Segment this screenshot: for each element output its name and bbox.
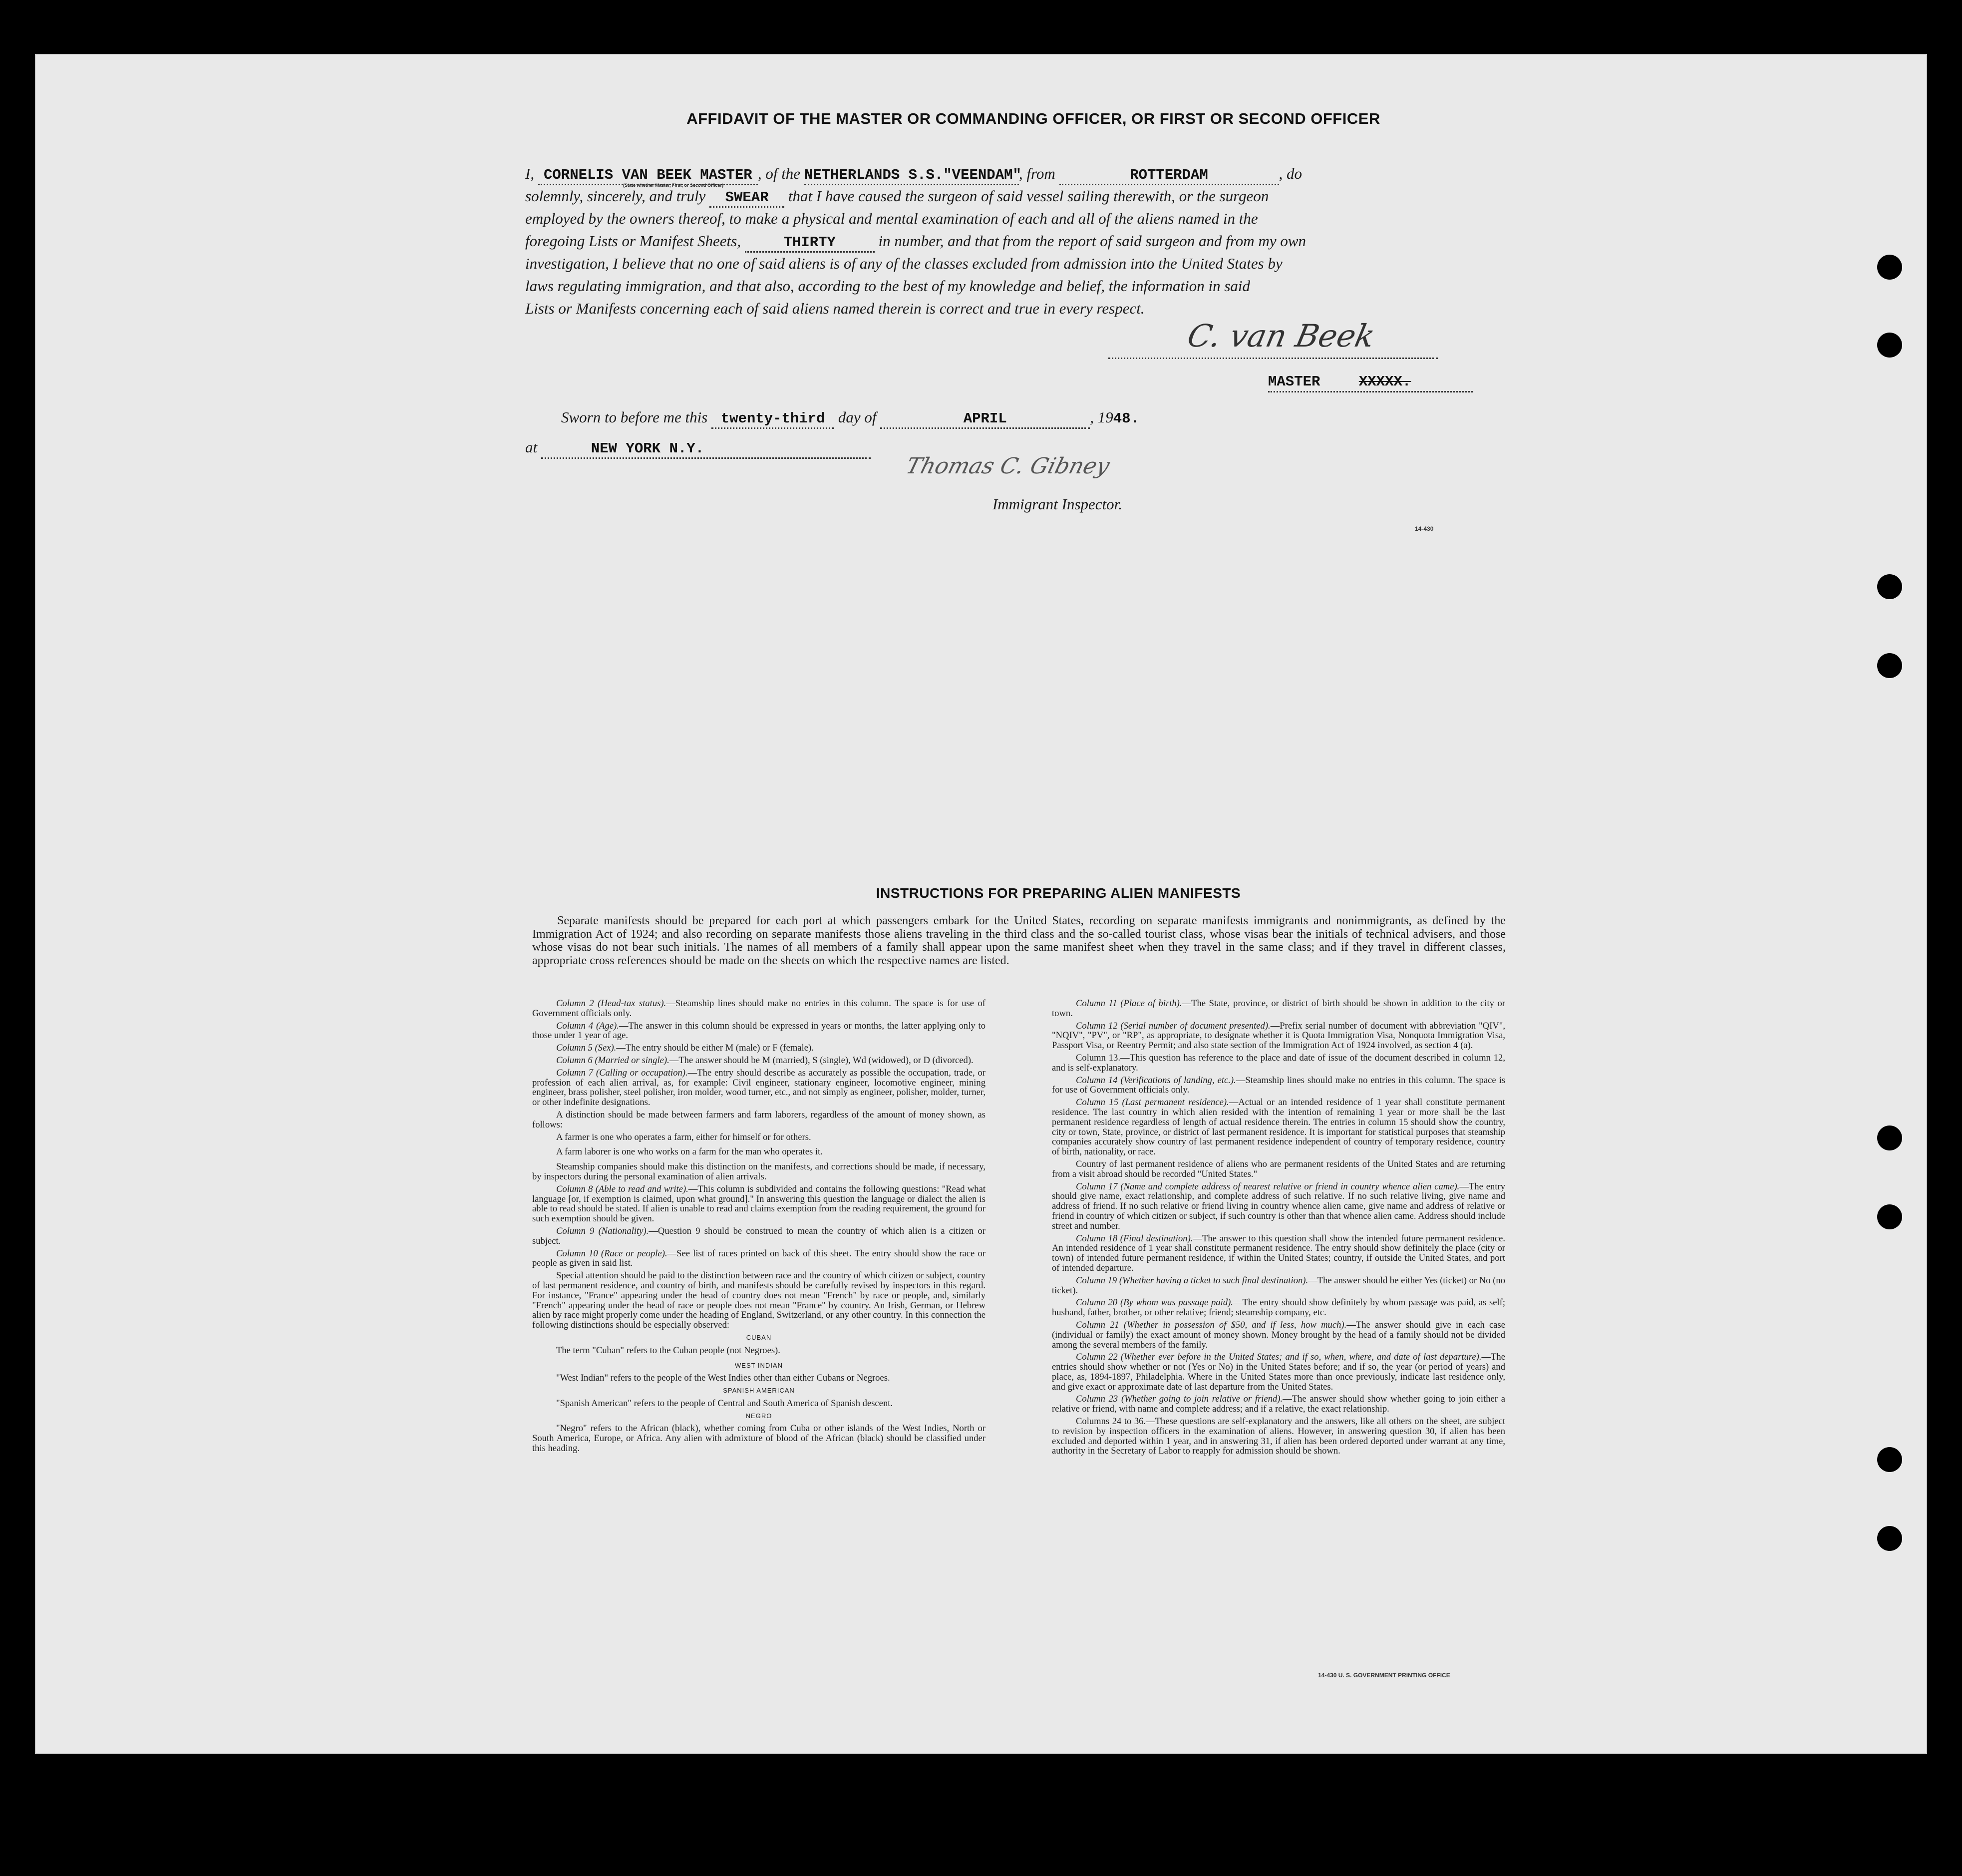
affidavit-line-2: solemnly, sincerely, and truly SWEAR that I have caused the surgeon of said vessel sailing therewith, or the surgeon [525,185,1504,208]
instructions-intro: Separate manifests should be prepared for each port at which passengers embark for the United States, recording on separate manifests immigrants and nonimmigrants, as defined by the Immigration Act of 1924; and also recording on separate manifests those aliens traveling in the third class and the so-called tourist class, whose visas bear the initials of technical advisers, and those whose visas do not bear such initials. The names of all members of a family shall appear upon the same manifest sheet when they travel in the same class; and if they travel in different classes, appropriate cross references should be made on the sheets on which the respective names are listed. [532,914,1506,967]
instruction-cuban: The term "Cuban" refers to the Cuban people (not Negroes). [556,1345,780,1356]
instruction-steamship: Steamship companies should make this distinction on the manifests, and corrections should be made, if necessary, by inspectors during the personal examination of alien arrivals. [532,1161,985,1182]
heading-west-indian: WEST INDIAN [735,1361,783,1369]
manifest-page [35,54,1927,1754]
instruction-column-21: Column 21 (Whether in possession of $50, and if less, how much).—The answer should give in each case (individual or family) the exact amount of money shown. Money brought by the head of a family should not be divided among the several members of the family. [1052,1319,1505,1350]
affidavit-line-3: employed by the owners thereof, to make a physical and mental examination of each and all of the aliens named in the [525,210,1258,227]
instruction-column-22: Column 22 (Whether ever before in the United States; and if so, when, where, and date of last departure).—The entries should show whether or not (Yes or No) in the United States before; and if so, the year (or period of years) and place, as, 1894-1897, Philadelphia. Where in the United States more than once previously, indicate last residence only, and give exact or approximate date of last departure from the United States. [1052,1352,1505,1392]
instruction-column-14: Column 14 (Verifications of landing, etc.).—Steamship lines should make no entries in this column. The space is for use of Government officials only. [1052,1075,1505,1096]
instruction-special-attention: Special attention should be paid to the distinction between race and the country of which citizen or subject, country of last permanent residence, and country of birth, and manifests should be carefully revised by inspectors in this regard. For instance, "France" appearing under the head of country does not mean "French" by race or people, and, similarly "French" appearing under the head of race or people does not mean "France" by country. An Irish, German, or Hebrew alien by race might properly come under the heading of England, Switzerland, or any other country. In this connection the following distinctions should be especially observed: [532,1270,985,1331]
title-line [1268,391,1473,392]
instruction-column-15-us: Country of last permanent residence of aliens who are permanent residents of the United States and are returning from a visit abroad should be recorded "United States." [1052,1158,1505,1179]
instruction-column-4: Column 4 (Age).—The answer in this column should be expressed in years or months, the latter applying only to those under 1 year of age. [532,1020,985,1041]
affidavit-line-5: investigation, I believe that no one of said aliens is of any of the classes excluded from admission into the United States by [525,255,1283,272]
instruction-farmer: A farmer is one who operates a farm, either for himself or for others. [556,1131,811,1142]
instruction-column-11: Column 11 (Place of birth).—The State, province, or district of birth should be shown in addition to the city or town. [1052,999,1505,1019]
binder-hole [1877,255,1902,280]
instruction-column-8: Column 8 (Able to read and write).—This column is subdivided and contains the following questions: "Read what language [or, if exemption is claimed, upon what ground]." In answering this question the language or dialect the alien is able to read should be stated. If alien is unable to read and claims exemption from the reading requirement, the ground for such exemption should be given. [532,1183,985,1224]
inspector-title: Immigrant Inspector. [992,495,1123,513]
signature-line [1108,358,1438,359]
instruction-columns-24-36: Columns 24 to 36.—These questions are self-explanatory and the answers, like all others on the sheet, are subject to revision by inspection officers in the examination of aliens. However, in answering question 30, if alien has been excluded and deported within 1 year, and in answering 31, if alien has been ordered deported under warrant at any time, authority in the Secretary of Labor to reapply for admission should be shown. [1052,1416,1505,1457]
inspector-signature: Thomas C. Gibney [903,453,1113,479]
instruction-column-17: Column 17 (Name and complete address of nearest relative or friend in country whence alien came).—The entry should give name, exact relationship, and complete address of such relative. If no such relative living, give name and address of friend. If no such relative or friend living in country whence alien came, give name and address of relative or friend in country of which citizen or subject, if such country is other than that whence alien came. Address should include street and number. [1052,1181,1505,1231]
vessel-field: NETHERLANDS S.S."VEENDAM" [804,167,1019,185]
binder-hole [1877,333,1902,358]
affidavit-title: AFFIDAVIT OF THE MASTER OR COMMANDING OFFICER, OR FIRST OR SECOND OFFICER [686,110,1380,127]
officer-caption: (State whether Master, First, or Second Officer) [623,183,724,188]
binder-hole [1877,1447,1902,1472]
binder-hole [1877,1526,1902,1551]
sheet-count-field: THIRTY [745,234,875,253]
heading-negro: NEGRO [745,1412,772,1420]
affidavit-line-6: laws regulating immigration, and that also, according to the best of my knowledge and belief, the information in said [525,277,1251,295]
instruction-column-15: Column 15 (Last permanent residence).—Actual or an intended residence of 1 year shall constitute permanent residence. The last country in which alien resided with the intention of remaining 1 year or more shall be the last permanent residence regardless of length of actual residence therein. The entries in column 15 should show the country, city or town, State, province, or district of last permanent residence. It is important for statistical purposes that steamship companies accurately show country of last permanent residence independent of country of temporary residence, country of birth, nationality, or race. [1052,1097,1505,1157]
affidavit-line-1: I, CORNELIS VAN BEEK MASTER , of the NETHERLANDS S.S."VEENDAM", from ROTTERDAM , do [525,163,1504,185]
instructions-right-column [1052,999,1505,1688]
instructions-left-column [532,999,985,1688]
sworn-line: Sworn to before me this twenty-third day of APRIL , 1948. [561,406,1540,430]
officer-name-field: CORNELIS VAN BEEK MASTER [538,167,758,185]
instruction-column-10: Column 10 (Race or people).—See list of races printed on back of this sheet. The entry should show the race or people as given in said list. [532,1248,985,1269]
instruction-negro: "Negro" refers to the African (black), whether coming from Cuba or other islands of the West Indies, North or South America, Europe, or Africa. Any alien with admixture of blood of the African (black) should be classified under this heading. [532,1423,985,1454]
affidavit-form-number: 14-430 [1415,525,1434,532]
instruction-spanish-american: "Spanish American" refers to the people of Central and South America of Spanish descent. [556,1398,893,1409]
affidavit-line-4: foregoing Lists or Manifest Sheets, THIRTY in number, and that from the report of said surgeon and from my own [525,230,1504,253]
instruction-column-9: Column 9 (Nationality).—Question 9 should be construed to mean the country of which alien is a citizen or subject. [532,1225,985,1246]
printing-office-footer: 14-430 U. S. GOVERNMENT PRINTING OFFICE [1318,1672,1450,1679]
sworn-place-line: at NEW YORK N.Y. [525,436,1504,459]
sworn-month-field: APRIL [880,410,1090,429]
binder-hole [1877,1126,1902,1150]
instruction-column-6: Column 6 (Married or single).—The answer should be M (married), S (single), Wd (widowed), or D (divorced). [556,1055,974,1066]
port-field: ROTTERDAM [1059,167,1279,185]
binder-hole [1877,653,1902,678]
sworn-day-field: twenty-third [711,410,834,429]
affidavit-line-7: Lists or Manifests concerning each of said aliens named therein is correct and true in every respect. [525,300,1145,317]
sworn-place-field: NEW YORK N.Y. [541,440,871,459]
oath-field: SWEAR [709,189,784,208]
instruction-farm-laborer: A farm laborer is one who works on a farm for the man who operates it. [556,1146,823,1157]
sworn-year: 48. [1113,410,1139,427]
signer-title: MASTER XXXXX. [1268,374,1411,390]
heading-spanish-american: SPANISH AMERICAN [723,1387,795,1395]
heading-cuban: CUBAN [746,1333,772,1341]
binder-hole [1877,1204,1902,1229]
instruction-column-23: Column 23 (Whether going to join relative or friend).—The answer should show whether going to join either a relative or friend, with name and complete address; and if a relative, the exact relationship. [1052,1394,1505,1415]
master-signature: C. van Beek [1184,318,1378,354]
instruction-column-13: Column 13.—This question has reference to the place and date of issue of the document described in column 12, and is self-explanatory. [1052,1052,1505,1073]
instructions-title: INSTRUCTIONS FOR PREPARING ALIEN MANIFESTS [876,885,1241,901]
instruction-column-19: Column 19 (Whether having a ticket to such final destination).—The answer should be either Yes (ticket) or No (no ticket). [1052,1275,1505,1296]
instruction-column-12: Column 12 (Serial number of document presented).—Prefix serial number of document with abbreviation "QIV", "NQIV", "PV", or "RP", as appropriate, to designate whether it is Quota Immigration Visa, Nonquota Immigration Visa, Passport Visa, or Reentry Permit; and also state section of the Immigration Act of 1924 involved, as section 4 (a). [1052,1020,1505,1051]
binder-hole [1877,574,1902,599]
instruction-farm-distinction: A distinction should be made between farmers and farm laborers, regardless of the amount of money shown, as follows: [532,1109,985,1130]
instruction-column-7: Column 7 (Calling or occupation).—The entry should describe as accurately as possible the occupation, trade, or profession of each alien arrival, as, for example: Civil engineer, stationary engineer, locomotive engineer, mining engineer, brass polisher, steel polisher, iron molder, wood turner, etc., and not simply as engineer, polisher, molder, turner, or other indefinite designations. [532,1067,985,1108]
instruction-column-18: Column 18 (Final destination).—The answer to this question shall show the intended future permanent residence. An intended residence of 1 year shall constitute permanent residence. The entry should show definitely the place (city or town) of intended future permanent residence, if within the United States; country, if outside the United States, and port of intended departure. [1052,1233,1505,1273]
instruction-column-20: Column 20 (By whom was passage paid).—The entry should show definitely by whom passage was paid, as self; husband, father, brother, or other relative; friend; steamship company, etc. [1052,1297,1505,1318]
instruction-column-5: Column 5 (Sex).—The entry should be either M (male) or F (female). [556,1043,814,1054]
instruction-column-2: Column 2 (Head-tax status).—Steamship lines should make no entries in this column. The space is for use of Government officials only. [532,999,985,1019]
instruction-west-indian: "West Indian" refers to the people of the West Indies other than either Cubans or Negroes. [556,1373,890,1384]
